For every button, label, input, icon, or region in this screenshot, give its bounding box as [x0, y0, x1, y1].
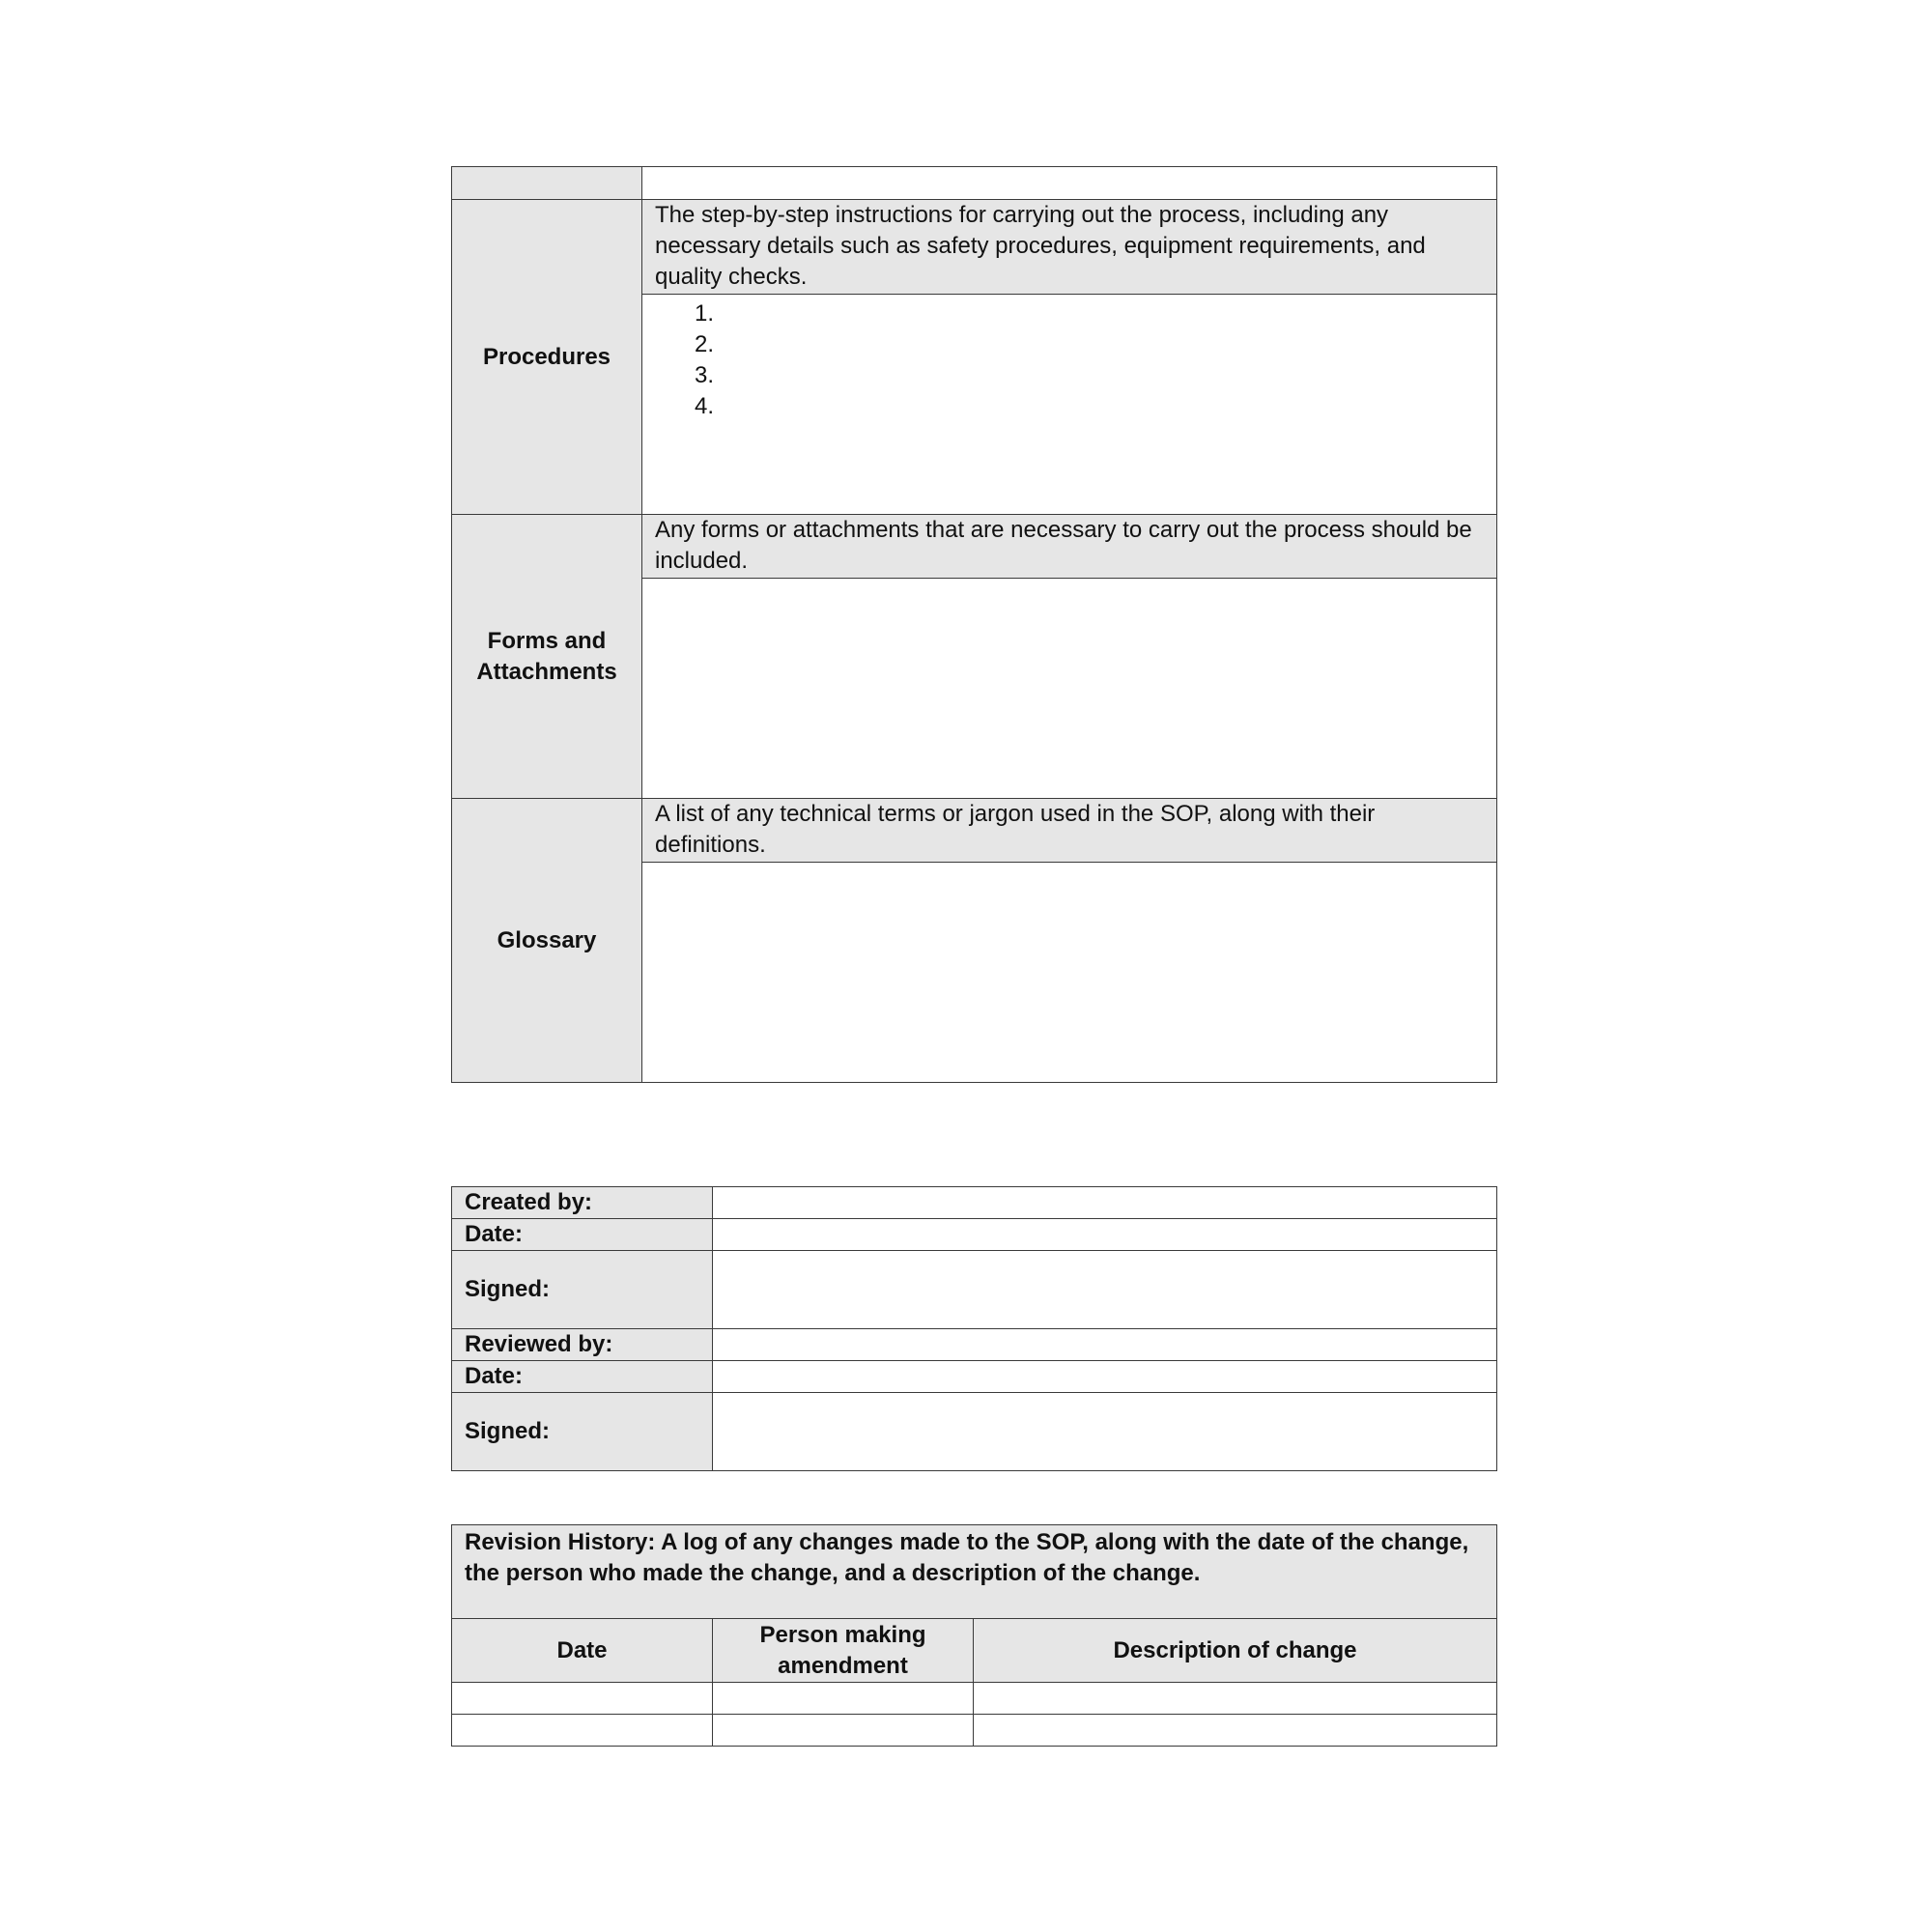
revision-date-cell[interactable]	[452, 1683, 713, 1715]
column-date: Date	[452, 1619, 713, 1683]
revision-entry-row	[452, 1683, 1497, 1715]
step-item[interactable]: 2.	[695, 331, 715, 357]
sop-sections-table	[451, 166, 1497, 1083]
blank-value-cell[interactable]	[642, 167, 1497, 200]
forms-label-line1: Forms and	[487, 627, 607, 654]
forms-label	[452, 515, 642, 799]
date-label-2: Date:	[452, 1361, 713, 1393]
signed-label-2: Signed:	[452, 1393, 713, 1471]
procedures-description-cell	[642, 200, 1497, 295]
date-field-1[interactable]	[713, 1219, 1497, 1251]
glossary-description-cell	[642, 799, 1497, 863]
glossary-content-cell[interactable]	[642, 863, 1497, 1083]
signoff-table	[451, 1186, 1497, 1471]
step-item[interactable]: 3.	[695, 362, 715, 388]
reviewed-by-field[interactable]	[713, 1329, 1497, 1361]
signature-field-2[interactable]	[713, 1393, 1497, 1471]
reviewed-by-row	[452, 1329, 1497, 1361]
revision-heading-row	[452, 1525, 1497, 1619]
signature-field-1[interactable]	[713, 1251, 1497, 1329]
forms-content-cell[interactable]	[642, 579, 1497, 799]
revision-date-cell[interactable]	[452, 1715, 713, 1747]
revision-columns-row	[452, 1619, 1497, 1683]
procedures-label-text: Procedures	[482, 343, 611, 370]
glossary-label-text: Glossary	[497, 926, 597, 953]
date-row-1	[452, 1219, 1497, 1251]
forms-row	[452, 515, 1497, 579]
revision-description-cell[interactable]	[974, 1715, 1497, 1747]
revision-entry-row	[452, 1715, 1497, 1747]
procedures-description: The step-by-step instructions for carrying out the process, including any necessary details such as safety procedures, equipment requirements, and quality checks.	[655, 202, 1426, 290]
revision-history-table	[451, 1524, 1497, 1747]
blank-label-cell	[452, 167, 642, 200]
created-by-label: Created by:	[452, 1187, 713, 1219]
column-person	[713, 1619, 974, 1683]
revision-heading: Revision History: A log of any changes made to the SOP, along with the date of the change, the person who made the change, and a description of the change.	[452, 1525, 1497, 1619]
created-by-row	[452, 1187, 1497, 1219]
step-item[interactable]: 4.	[695, 393, 715, 419]
revision-person-cell[interactable]	[713, 1715, 974, 1747]
glossary-label	[452, 799, 642, 1083]
procedures-row	[452, 200, 1497, 295]
procedures-steps-cell[interactable]	[642, 295, 1497, 515]
date-field-2[interactable]	[713, 1361, 1497, 1393]
column-person-line2: amendment	[778, 1652, 908, 1679]
date-row-2	[452, 1361, 1497, 1393]
blank-header-row	[452, 167, 1497, 200]
date-label-1: Date:	[452, 1219, 713, 1251]
column-description: Description of change	[974, 1619, 1497, 1683]
signed-row-1	[452, 1251, 1497, 1329]
procedures-label	[452, 200, 642, 515]
column-person-line1: Person making	[759, 1621, 926, 1648]
signed-label-1: Signed:	[452, 1251, 713, 1329]
procedures-steps-list	[642, 295, 1496, 422]
signed-row-2	[452, 1393, 1497, 1471]
forms-description-cell	[642, 515, 1497, 579]
revision-person-cell[interactable]	[713, 1683, 974, 1715]
forms-description: Any forms or attachments that are necessary to carry out the process should be included.	[655, 517, 1472, 574]
revision-description-cell[interactable]	[974, 1683, 1497, 1715]
glossary-row	[452, 799, 1497, 863]
forms-label-line2: Attachments	[476, 658, 617, 685]
step-item[interactable]: 1.	[695, 300, 715, 327]
glossary-description: A list of any technical terms or jargon used in the SOP, along with their definitions.	[655, 801, 1376, 858]
created-by-field[interactable]	[713, 1187, 1497, 1219]
reviewed-by-label: Reviewed by:	[452, 1329, 713, 1361]
